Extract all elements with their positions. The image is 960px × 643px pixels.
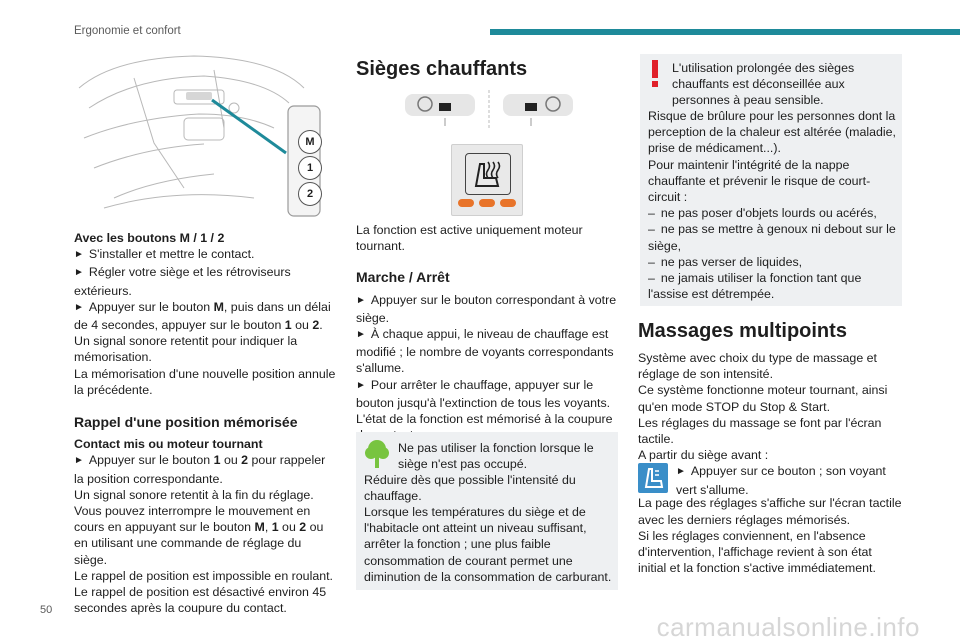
heated-intro: La fonction est active uniquement moteur tournant. <box>356 223 583 254</box>
recall-signal: Un signal sonore retentit à la fin du réglage. <box>74 487 314 502</box>
heated-seat-button <box>451 144 523 216</box>
passenger-seat-icon <box>503 94 573 126</box>
massage-seat-icon <box>638 463 668 493</box>
heat-memorized: L'état de la fonction est mémorisé à la coupure <box>356 412 613 427</box>
step-press: ► Appuyer sur le bouton M, puis dans un délai de 4 secondes, appuyer sur le bouton 1 ou 2. <box>74 299 336 333</box>
section-title: Ergonomie et confort <box>74 25 181 37</box>
warn-line-3: Pour maintenir l'intégrité de la nappe chauffante et prévenir le risque de court-circuit : <box>648 157 871 205</box>
warn-item-2: – ne pas se mettre à genoux ni debout sur le siège, <box>648 221 898 253</box>
massage-step-row <box>638 463 902 495</box>
middle-column <box>356 222 618 443</box>
massage-p4: A partir du siège avant : <box>638 448 769 463</box>
seat-door-panel-drawing <box>74 48 324 220</box>
page-number: 50 <box>40 604 53 616</box>
buttons-heading: Avec les boutons M / 1 / 2 <box>74 231 225 245</box>
heated-seat-icon <box>465 153 511 195</box>
warn-line-1: L'utilisation prolongée des sièges chauffants est déconseillée aux personnes à peau sensible. <box>672 61 855 108</box>
seat-memory-illustration <box>74 48 324 220</box>
massage-p2: Ce système fonctionne moteur tournant, ainsi qu'en mode STOP du Stop & Start. <box>638 383 888 414</box>
massage-title: Massages multipoints <box>638 320 847 342</box>
massage-p1: Système avec choix du type de massage et réglage de son intensité. <box>638 351 877 382</box>
signal-text: Un signal sonore retentit pour indiquer la mémorisation. <box>74 334 298 365</box>
step-install: ► S'installer et mettre le contact. <box>74 246 336 264</box>
eco-note-box <box>356 432 618 590</box>
warn-item-4: – ne jamais utiliser la fonction tant que l'assise est détrempée. <box>648 270 898 302</box>
massage-p5: La page des réglages s'affiche sur l'écran tactile avec les derniers réglages mémorisés. <box>638 496 902 527</box>
heat-step-2: ► À chaque appui, le niveau de chauffage est modifié ; le nombre de voyants correspondants s'allume. <box>356 326 618 377</box>
heat-step-3: ► Pour arrêter le chauffage, appuyer sur le bouton jusqu'à l'extinction de tous les voyants. <box>356 377 618 411</box>
recall-heading: Rappel d'une position mémorisée <box>74 414 298 431</box>
heat-level-light-3 <box>500 199 516 207</box>
memory-button-m: M <box>298 130 322 154</box>
eco-line-1: Ne pas utiliser la fonction lorsque le siège n'est pas occupé. <box>398 441 594 472</box>
massage-step: ► Appuyer sur ce bouton ; son voyant vert s'allume. <box>676 463 902 497</box>
massage-p6: Si les réglages conviennent, en l'absence d'intervention, l'affichage revient à son état initial et la fonction s'active immédiatement. <box>638 528 876 576</box>
warning-note-box <box>640 54 902 306</box>
right-column <box>638 350 902 576</box>
memory-button-2: 2 <box>298 182 322 206</box>
seat-position-diagram <box>405 90 575 130</box>
heated-seats-title: Sièges chauffants <box>356 58 528 80</box>
warn-item-3: – ne pas verser de liquides, <box>648 254 898 270</box>
header-accent-bar <box>490 29 960 35</box>
watermark: carmanualsonline.info <box>656 612 920 642</box>
driver-seat-icon <box>405 94 475 126</box>
onoff-heading: Marche / Arrêt <box>356 269 450 286</box>
interrupt-text: Vous pouvez interrompre le mouvement en cours en appuyant sur le bouton M, 1 ou 2 ou en utilisant une commande de réglage du siège. <box>74 504 324 567</box>
heat-step-1: ► Appuyer sur le bouton correspondant à votre siège. <box>356 292 618 326</box>
warning-body <box>648 108 898 302</box>
cancel-text: La mémorisation d'une nouvelle position annule la précédente. <box>74 366 336 397</box>
memory-button-1: 1 <box>298 156 322 180</box>
eco-tree-icon <box>364 438 390 470</box>
recall-step: ► Appuyer sur le bouton 1 ou 2 pour rappeler la position correspondante. <box>74 452 336 486</box>
eco-line-2: Réduire dès que possible l'intensité du chauffage. <box>364 473 576 504</box>
contact-heading: Contact mis ou moteur tournant <box>74 437 263 452</box>
impossible-text: Le rappel de position est impossible en roulant. <box>74 568 333 583</box>
massage-p3: Les réglages du massage se font par l'écran tactile. <box>638 415 882 447</box>
warn-item-1: – ne pas poser d'objets lourds ou acérés, <box>648 205 898 221</box>
heat-level-light-1 <box>458 199 474 207</box>
warn-line-2: Risque de brûlure pour les personnes dont la perception de la chaleur est altérée (maladie, prise de médicament...). <box>648 109 896 156</box>
deactivated-text: Le rappel de position est désactivé environ 45 secondes après la coupure du contact. <box>74 585 327 616</box>
eco-line-3: Lorsque les températures du siège et de l'habitacle ont atteint un niveau suffisant, arrêter la fonction ; une plus faible consommation de courant permet une diminution de la consommation de carburant. <box>364 505 612 584</box>
left-column <box>74 230 336 616</box>
step-adjust: ► Régler votre siège et les rétroviseurs extérieurs. <box>74 264 336 298</box>
warning-exclamation-icon <box>650 60 660 88</box>
heat-level-light-2 <box>479 199 495 207</box>
